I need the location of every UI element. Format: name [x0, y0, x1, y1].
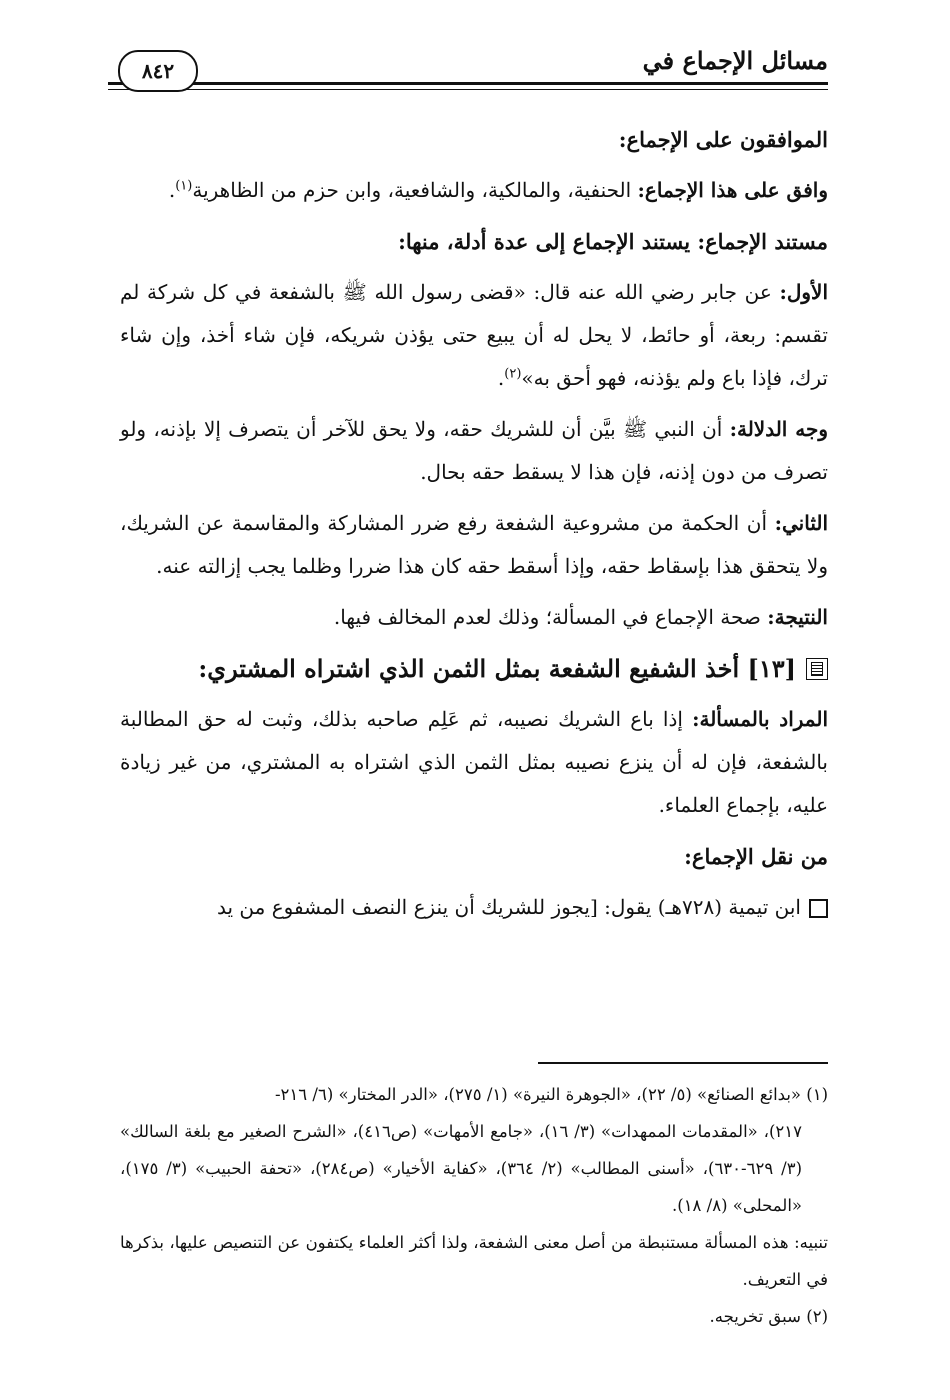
- issue-heading: [120, 647, 828, 690]
- footnote-1-line-1: (١) «بدائع الصنائع» (٥/ ٢٢)، «الجوهرة النيرة» (١/ ٢٧٥)، «الدر المختار» (٦/ ٢١٦-: [274, 1085, 828, 1104]
- footnote-ref-2: (٢): [504, 366, 522, 382]
- basis-heading: مستند الإجماع: يستند الإجماع إلى عدة أدلة، منها:: [398, 229, 828, 254]
- document-icon: [806, 658, 828, 680]
- first-text: عن جابر رضي الله عنه قال: «قضى رسول الله ﷺ بالشفعة في كل شركة لم تقسم: ربعة، أو حائط، لا يحل له أن يبيع حتى يؤذن شريكه، فإن شاء أخذ، وإن شاء ترك، فإذا باع ولم يؤذنه، فهو أحق به»: [120, 280, 828, 390]
- transmitters-heading: من نقل الإجماع:: [684, 844, 828, 869]
- indication-text: أن النبي ﷺ بيَّن أن للشريك حقه، ولا يحق للآخر أن يتصرف إلا بإذنه، ولو تصرف من دون إذنه، فإن هذا لا يسقط حقه بحال.: [120, 417, 828, 484]
- meaning-text: إذا باع الشريك نصيبه، ثم عَلِم صاحبه بذلك، وثبت له حق المطالبة بالشفعة، فإن له أن ينزع نصيبه بمثل الثمن الذي اشتراه به المشتري، من غير زيادة عليه، بإجماع العلماء.: [120, 707, 828, 817]
- first-evidence: الأول: عن جابر رضي الله عنه قال: «قضى رسول الله ﷺ بالشفعة في كل شركة لم تقسم: ربعة، أو حائط، لا يحل له أن يبيع حتى يؤذن شريكه، فإن شاء أخذ، وإن شاء ترك، فإذا باع ولم يؤذنه، فهو أحق به»$^{(٢)}$.: [120, 280, 829, 390]
- ibn-taymiyya-quote: [120, 886, 828, 929]
- main-text: [120, 118, 828, 937]
- second-evidence: [120, 502, 828, 588]
- book-title: مسائل الإجماع في: [642, 46, 828, 75]
- page-number: ٨٤٢: [118, 50, 198, 92]
- second-text: أن الحكمة من مشروعية الشفعة رفع ضرر المشاركة والمقاسمة عن الشريك، ولا يتحقق هذا بإسقاط حقه، وإذا أسقط حقه كان هذا ضررا وظلما يجب إزالته عنه.: [120, 511, 828, 578]
- result-text: صحة الإجماع في المسألة؛ وذلك لعدم المخالف فيها.: [333, 605, 761, 629]
- footnote-note: تنبيه: هذه المسألة مستنبطة من أصل معنى الشفعة، ولذا أكثر العلماء يكتفون عن التنصيص عليها، بذكرها في التعريف.: [120, 1233, 828, 1289]
- footnote-separator: [538, 1062, 828, 1064]
- second-lead: الثاني:: [774, 511, 829, 535]
- header-rule-thin: [108, 89, 828, 90]
- result-paragraph: [120, 596, 828, 639]
- ibn-taymiyya-text: ابن تيمية (٧٢٨هـ) يقول: [يجوز للشريك أن ينزع النصف المشفوع من يد: [216, 895, 801, 919]
- footnotes: [120, 1076, 828, 1335]
- header-rule-thick: [108, 82, 828, 85]
- indication-lead: وجه الدلالة:: [729, 417, 828, 441]
- meaning-lead: المراد بالمسألة:: [692, 707, 828, 731]
- footnote-1-rest: ٢١٧)، «المقدمات الممهدات» (٣/ ١٦)، «جامع الأمهات» (ص٤١٦)، «الشرح الصغير مع بلغة السالك» (٣/ ٦٢٩-٦٣٠)، «أسنى المطالب» (٢/ ٣٦٤)، «كفاية الأخيار» (ص٢٨٤)، «تحفة الحبيب» (٣/ ١٧٥)، «المحلى» (٨/ ١٨).: [120, 1122, 803, 1215]
- footnote-ref-1: (١): [175, 178, 193, 194]
- meaning-paragraph: [120, 698, 828, 827]
- agreers-text: الحنفية، والمالكية، والشافعية، وابن حزم من الظاهرية: [192, 178, 632, 202]
- result-lead: النتيجة:: [767, 605, 828, 629]
- agreers-heading: الموافقون على الإجماع:: [618, 127, 828, 152]
- agreers-lead: وافق على هذا الإجماع:: [637, 178, 828, 202]
- first-lead: الأول:: [779, 280, 829, 304]
- checkbox-icon: [809, 899, 828, 918]
- issue-heading-text: [١٣] أخذ الشفيع الشفعة بمثل الثمن الذي اشتراه المشتري:: [198, 654, 796, 683]
- agreers-paragraph: وافق على هذا الإجماع: الحنفية، والمالكية، والشافعية، وابن حزم من الظاهرية$^{(١)}$.: [168, 178, 828, 202]
- page-header: [108, 38, 828, 98]
- footnote-2: (٢) سبق تخريجه.: [709, 1307, 828, 1326]
- indication-paragraph: [120, 408, 828, 494]
